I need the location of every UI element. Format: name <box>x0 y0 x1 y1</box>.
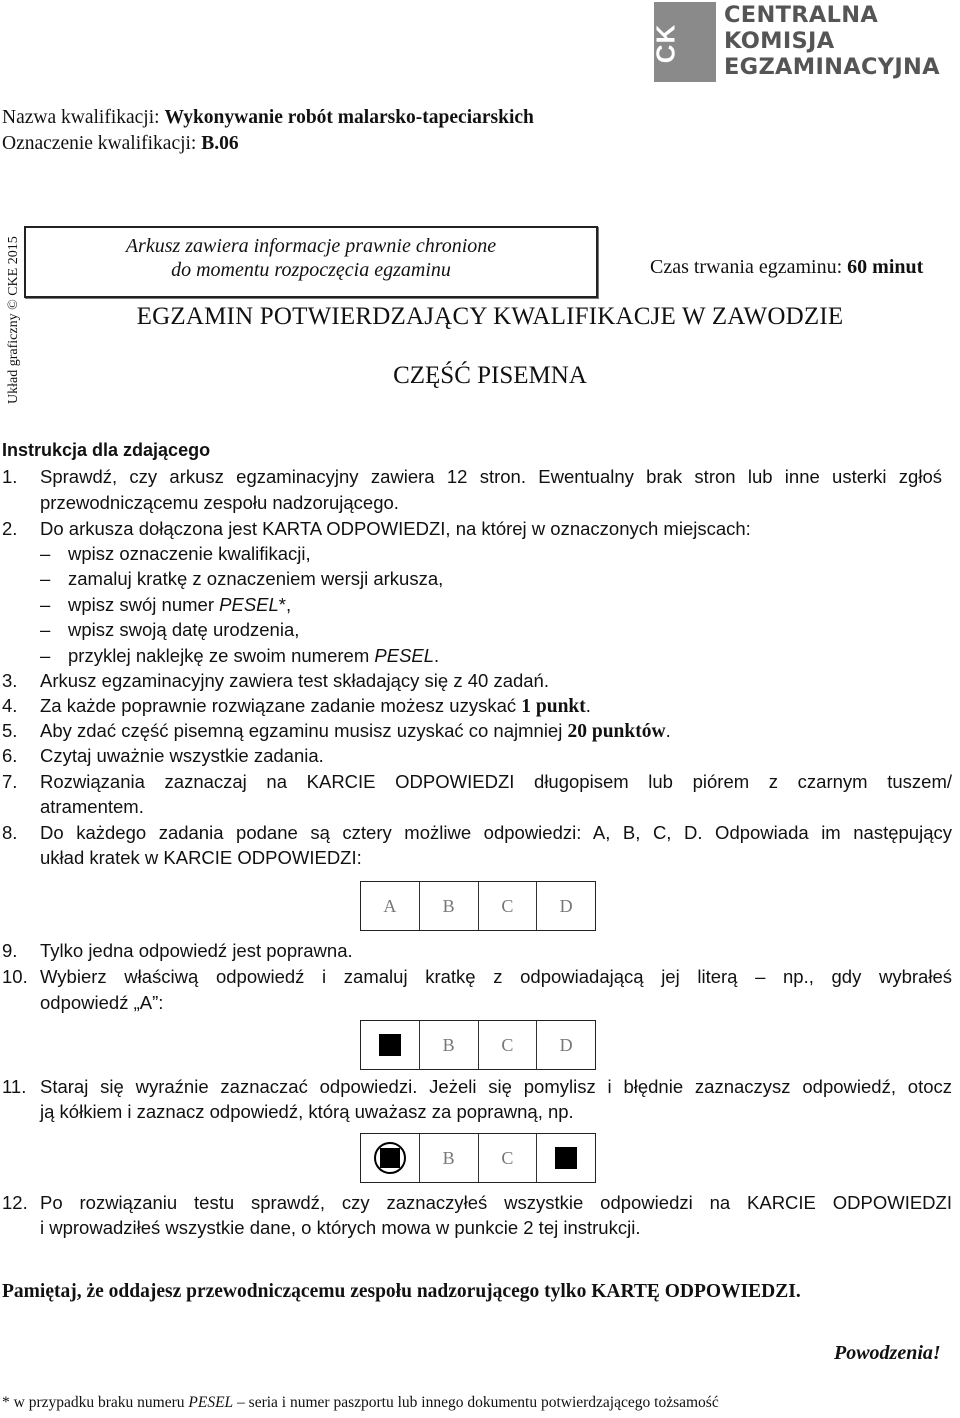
page-title: EGZAMIN POTWIERDZAJĄCY KWALIFIKACJE W ZAWODZIE <box>136 303 844 330</box>
logo-mark: CK <box>654 2 716 82</box>
bullet-dash: – <box>40 645 51 666</box>
reminder-note: Pamiętaj, że oddajesz przewodniczącemu zespołu nadzorującego tylko KARTĘ ODPOWIEDZI. <box>2 1281 801 1302</box>
answer-grid-filled-example <box>360 1020 596 1070</box>
answer-cell-c: C <box>479 1021 538 1069</box>
qualification-name: Nazwa kwalifikacji: Wykonywanie robót malarsko-tapeciarskich <box>2 107 534 128</box>
bullet-dash: – <box>40 619 51 640</box>
answer-cell-b: B <box>420 882 479 930</box>
answer-cell-a-circled <box>361 1134 420 1182</box>
filled-square-icon <box>379 1034 401 1056</box>
page-subtitle: CZĘŚĆ PISEMNA <box>393 362 587 389</box>
answer-cell-d: D <box>559 895 573 916</box>
cke-logo <box>650 2 954 82</box>
filled-square-icon <box>555 1147 577 1169</box>
answer-cell-a: A <box>361 882 420 930</box>
side-copyright-label: Układ graficzny © CKE 2015 <box>6 236 21 404</box>
circled-square-icon <box>374 1142 406 1174</box>
exam-duration: Czas trwania egzaminu: 60 minut <box>650 256 924 278</box>
good-luck-text: Powodzenia! <box>834 1342 941 1364</box>
confidentiality-notice: Arkusz zawiera informacje prawnie chronione do momentu rozpoczęcia egzaminu <box>24 226 598 298</box>
answer-cell-b: B <box>420 1134 479 1182</box>
bullet-dash: – <box>40 568 51 589</box>
answer-cell-d-filled <box>537 1134 595 1182</box>
answer-grid-corrected-example <box>360 1133 596 1183</box>
answer-cell-c: C <box>479 882 538 930</box>
bullet-dash: – <box>40 594 51 615</box>
answer-cell-d: D <box>559 1034 573 1055</box>
bullet-dash: – <box>40 543 51 564</box>
footnote: * w przypadku braku numeru PESEL – seria i numer paszportu lub innego dokumentu potwierdzającego tożsamość <box>2 1394 719 1411</box>
answer-cell-b: B <box>420 1021 479 1069</box>
answer-cell-a-filled <box>361 1021 420 1069</box>
answer-grid-example <box>360 881 596 931</box>
qualification-code: Oznaczenie kwalifikacji: B.06 <box>2 133 239 154</box>
answer-cell-c: C <box>479 1134 538 1182</box>
instructions-heading: Instrukcja dla zdającego <box>2 440 211 460</box>
logo-text: CENTRALNA KOMISJA EGZAMINACYJNA <box>724 2 940 80</box>
